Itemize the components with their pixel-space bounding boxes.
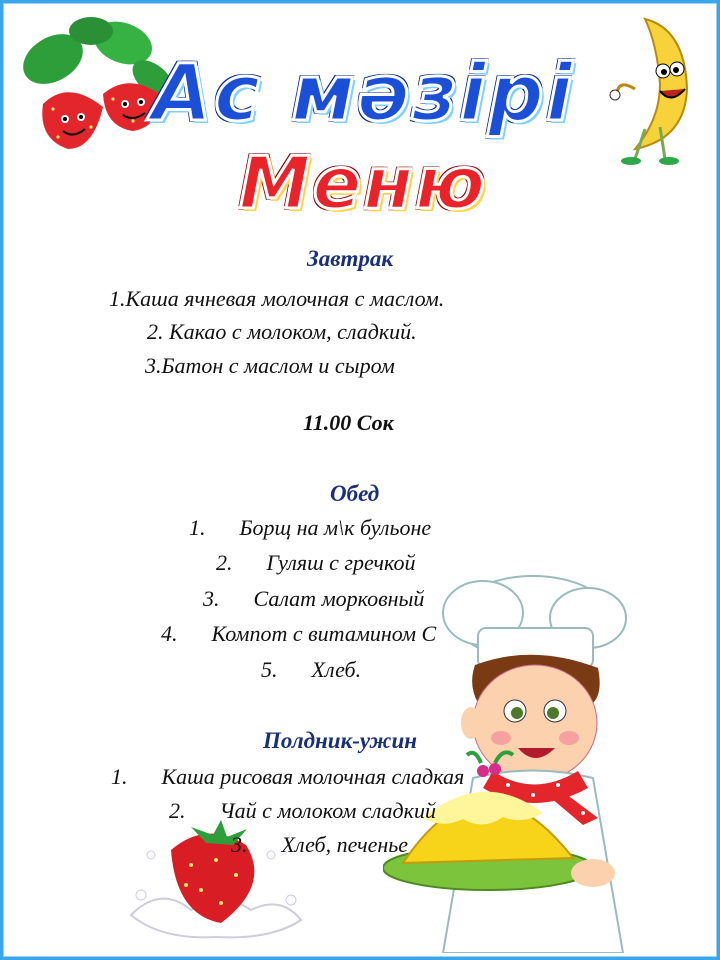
lunch-item-1	[189, 515, 431, 541]
dinner-item-text: Чай с молоком сладкий	[219, 798, 436, 823]
dinner-item-number: 3.	[231, 832, 248, 857]
dinner-item-text: Хлеб, печенье	[281, 832, 409, 857]
lunch-heading: Обед	[330, 481, 380, 506]
dinner-item-1	[111, 764, 464, 790]
breakfast-heading: Завтрак	[307, 246, 394, 271]
dinner-item-text: Каша рисовая молочная сладкая	[161, 764, 465, 789]
chef-boy-icon	[383, 573, 683, 953]
breakfast-item-2: 2. Какао с молоком, сладкий.	[147, 319, 417, 344]
lunch-item-text: Компот с витамином С	[211, 621, 437, 646]
title-russian: Меню	[238, 141, 488, 225]
snack-line: 11.00 Сок	[303, 410, 394, 435]
lunch-item-number: 3.	[203, 586, 220, 611]
lunch-item-5	[261, 657, 361, 683]
breakfast-item-3: 3.Батон с маслом и сыром	[145, 353, 395, 378]
dinner-item-2	[169, 798, 436, 824]
lunch-item-text: Борщ на м\к бульоне	[239, 515, 432, 540]
dinner-item-3	[231, 832, 408, 858]
lunch-item-number: 2.	[216, 550, 233, 575]
title-kazakh: Ас мәзірі	[151, 49, 575, 139]
lunch-item-number: 4.	[161, 621, 178, 646]
lunch-item-text: Гуляш с гречкой	[266, 550, 416, 575]
dinner-item-number: 1.	[111, 764, 128, 789]
lunch-item-text: Салат морковный	[253, 586, 425, 611]
dinner-item-number: 2.	[169, 798, 186, 823]
lunch-item-number: 1.	[189, 515, 206, 540]
lunch-item-number: 5.	[261, 657, 278, 682]
dinner-heading: Полдник-ужин	[263, 728, 418, 753]
breakfast-item-1: 1.Каша ячневая молочная с маслом.	[109, 286, 445, 311]
lunch-item-text: Хлеб.	[311, 657, 362, 682]
